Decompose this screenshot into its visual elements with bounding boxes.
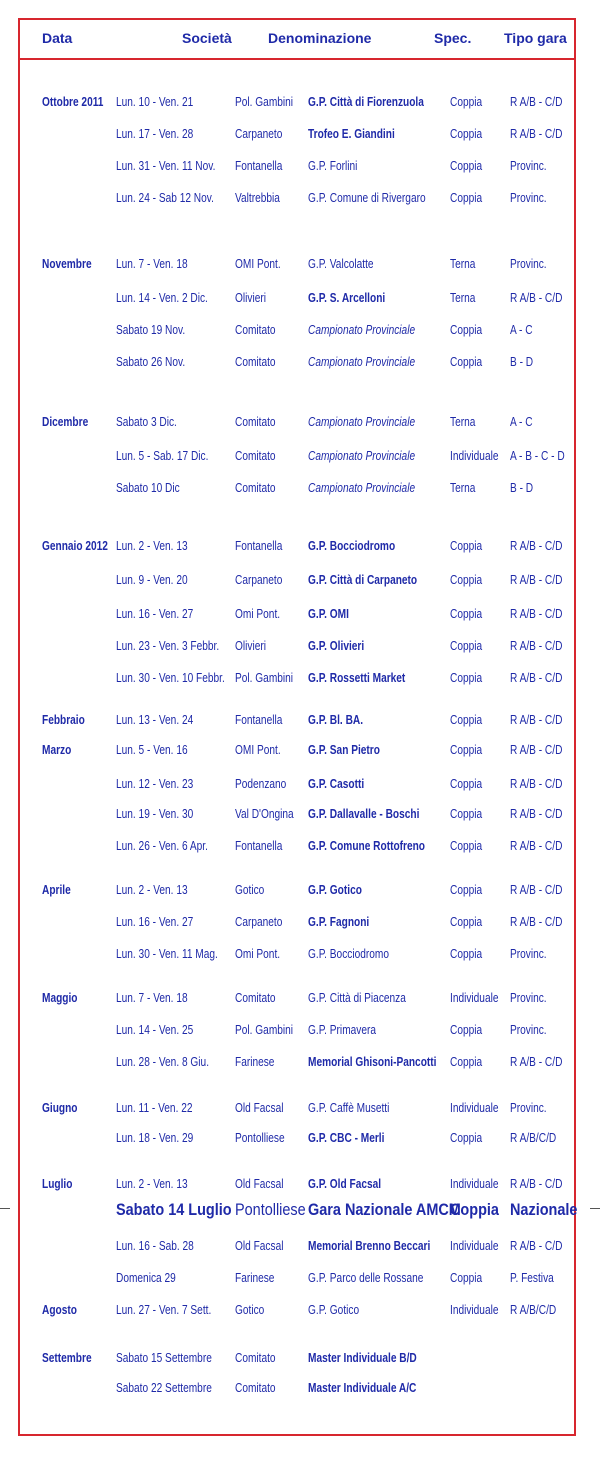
date-cell: Sabato 3 Dic. [116, 414, 177, 429]
societa-cell: Farinese [235, 1270, 275, 1285]
spec-cell: Coppia [450, 638, 483, 653]
denominazione-cell: G.P. San Pietro [308, 742, 380, 757]
table-row [20, 318, 574, 342]
month-cell: Aprile [42, 882, 71, 897]
tipo-gara-cell: Provinc. [510, 1100, 547, 1115]
table-row [20, 738, 574, 762]
denominazione-cell: Memorial Brenno Beccari [308, 1238, 431, 1253]
spec-cell: Coppia [450, 776, 483, 791]
spec-cell: Coppia [450, 670, 483, 685]
societa-cell: Comitato [235, 322, 276, 337]
denominazione-cell: Campionato Provinciale [308, 448, 416, 463]
month-cell: Febbraio [42, 712, 85, 727]
date-cell: Sabato 22 Settembre [116, 1380, 212, 1395]
tipo-gara-cell: Provinc. [510, 256, 547, 271]
table-row [20, 252, 574, 276]
table-row [20, 286, 574, 310]
table-row [20, 90, 574, 114]
spec-cell: Terna [450, 290, 476, 305]
month-cell: Novembre [42, 256, 92, 271]
tipo-gara-cell: R A/B - C/D [510, 712, 563, 727]
denominazione-cell: Trofeo E. Giandini [308, 126, 395, 141]
date-cell: Lun. 12 - Ven. 23 [116, 776, 194, 791]
denominazione-cell: Campionato Provinciale [308, 354, 416, 369]
societa-cell: Carpaneto [235, 126, 283, 141]
spec-cell: Coppia [450, 712, 483, 727]
fold-mark [590, 1208, 600, 1209]
denominazione-cell: Campionato Provinciale [308, 322, 416, 337]
table-row [20, 942, 574, 966]
tipo-gara-cell: R A/B - C/D [510, 538, 563, 553]
spec-cell: Individuale [450, 1238, 499, 1253]
calendar-sheet [18, 18, 576, 1436]
tipo-gara-cell: R A/B - C/D [510, 914, 563, 929]
denominazione-cell: Campionato Provinciale [308, 480, 416, 495]
spec-cell: Coppia [450, 158, 483, 173]
table-row [20, 154, 574, 178]
denominazione-cell: G.P. Gotico [308, 1302, 360, 1317]
date-cell: Lun. 2 - Ven. 13 [116, 538, 188, 553]
table-row [20, 802, 574, 826]
month-cell: Luglio [42, 1176, 73, 1191]
table-row [20, 444, 574, 468]
denominazione-cell: G.P. Forlini [308, 158, 358, 173]
tipo-gara-cell: R A/B - C/D [510, 882, 563, 897]
table-row [20, 986, 574, 1010]
denominazione-cell: G.P. Gotico [308, 882, 362, 897]
tipo-gara-cell: R A/B - C/D [510, 742, 563, 757]
schedule-table [20, 20, 578, 1434]
spec-cell: Coppia [450, 946, 483, 961]
tipo-gara-cell: Provinc. [510, 1022, 547, 1037]
societa-cell: Comitato [235, 1380, 276, 1395]
denominazione-cell: G.P. Parco delle Rossane [308, 1270, 424, 1285]
date-cell: Lun. 27 - Ven. 7 Sett. [116, 1302, 212, 1317]
denominazione-cell: G.P. Bl. BA. [308, 712, 364, 727]
header-tipo-gara: Tipo gara [504, 30, 567, 46]
societa-cell: Gotico [235, 882, 265, 897]
tipo-gara-cell: R A/B - C/D [510, 572, 563, 587]
table-row [20, 910, 574, 934]
header-societa: Società [182, 30, 232, 46]
date-cell: Lun. 17 - Ven. 28 [116, 126, 194, 141]
denominazione-cell: G.P. Dallavalle - Boschi [308, 806, 420, 821]
spec-cell: Coppia [450, 94, 483, 109]
spec-cell: Coppia [450, 354, 483, 369]
societa-cell: Old Facsal [235, 1176, 284, 1191]
table-row [20, 1050, 574, 1074]
tipo-gara-cell: Provinc. [510, 946, 547, 961]
date-cell: Lun. 16 - Ven. 27 [116, 914, 194, 929]
societa-cell: Carpaneto [235, 572, 283, 587]
date-cell: Lun. 30 - Ven. 11 Mag. [116, 946, 218, 961]
societa-cell: Comitato [235, 1350, 276, 1365]
spec-cell: Terna [450, 480, 476, 495]
table-row [20, 1376, 574, 1400]
tipo-gara-cell: R A/B - C/D [510, 638, 563, 653]
table-row [20, 1298, 574, 1322]
table-row [20, 878, 574, 902]
date-cell: Lun. 16 - Sab. 28 [116, 1238, 194, 1253]
denominazione-cell: Gara Nazionale AMCM [308, 1200, 461, 1219]
spec-cell: Coppia [450, 914, 483, 929]
date-cell: Lun. 7 - Ven. 18 [116, 990, 188, 1005]
denominazione-cell: G.P. Città di Piacenza [308, 990, 406, 1005]
societa-cell: Comitato [235, 990, 276, 1005]
spec-cell: Coppia [450, 1054, 483, 1069]
date-cell: Lun. 10 - Ven. 21 [116, 94, 194, 109]
date-cell: Lun. 24 - Sab 12 Nov. [116, 190, 214, 205]
societa-cell: Val D'Ongina [235, 806, 294, 821]
tipo-gara-cell: R A/B - C/D [510, 94, 563, 109]
spec-cell: Coppia [450, 322, 483, 337]
date-cell: Domenica 29 [116, 1270, 176, 1285]
date-cell: Lun. 11 - Ven. 22 [116, 1100, 193, 1115]
denominazione-cell: G.P. Bocciodromo [308, 538, 396, 553]
denominazione-cell: G.P. Primavera [308, 1022, 377, 1037]
date-cell: Lun. 18 - Ven. 29 [116, 1130, 194, 1145]
table-row [20, 602, 574, 626]
date-cell: Sabato 14 Luglio [116, 1200, 232, 1219]
month-cell: Dicembre [42, 414, 89, 429]
table-row [20, 534, 574, 558]
denominazione-cell: G.P. Comune di Rivergaro [308, 190, 426, 205]
societa-cell: Old Facsal [235, 1238, 284, 1253]
denominazione-cell: G.P. CBC - Merli [308, 1130, 385, 1145]
denominazione-cell: Master Individuale A/C [308, 1380, 417, 1395]
tipo-gara-cell: R A/B - C/D [510, 776, 563, 791]
month-cell: Ottobre 2011 [42, 94, 104, 109]
tipo-gara-cell: R A/B - C/D [510, 1238, 563, 1253]
table-row [20, 708, 574, 732]
denominazione-cell: Campionato Provinciale [308, 414, 416, 429]
societa-cell: Pol. Gambini [235, 94, 294, 109]
tipo-gara-cell: A - B - C - D [510, 448, 565, 463]
date-cell: Lun. 14 - Ven. 25 [116, 1022, 194, 1037]
societa-cell: Fontanella [235, 712, 283, 727]
month-cell: Marzo [42, 742, 72, 757]
table-row [20, 350, 574, 374]
societa-cell: Valtrebbia [235, 190, 280, 205]
table-row [20, 122, 574, 146]
table-row [20, 1126, 574, 1150]
date-cell: Lun. 23 - Ven. 3 Febbr. [116, 638, 220, 653]
societa-cell: Omi Pont. [235, 606, 281, 621]
societa-cell: Olivieri [235, 290, 266, 305]
table-row [20, 410, 574, 434]
date-cell: Lun. 5 - Sab. 17 Dic. [116, 448, 209, 463]
tipo-gara-cell: Nazionale [510, 1200, 578, 1219]
spec-cell: Individuale [450, 1302, 499, 1317]
date-cell: Lun. 13 - Ven. 24 [116, 712, 194, 727]
societa-cell: Gotico [235, 1302, 265, 1317]
date-cell: Sabato 26 Nov. [116, 354, 186, 369]
date-cell: Lun. 30 - Ven. 10 Febbr. [116, 670, 225, 685]
tipo-gara-cell: A - C [510, 414, 533, 429]
tipo-gara-cell: R A/B - C/D [510, 126, 563, 141]
societa-cell: Comitato [235, 448, 276, 463]
societa-cell: Comitato [235, 414, 276, 429]
date-cell: Sabato 10 Dic [116, 480, 180, 495]
header-denominazione: Denominazione [268, 30, 372, 46]
table-row [20, 1200, 578, 1224]
societa-cell: Comitato [235, 480, 276, 495]
table-row [20, 772, 574, 796]
month-cell: Maggio [42, 990, 78, 1005]
table-row [20, 1018, 574, 1042]
spec-cell: Coppia [450, 742, 483, 757]
tipo-gara-cell: R A/B/C/D [510, 1130, 557, 1145]
tipo-gara-cell: Provinc. [510, 158, 547, 173]
spec-cell: Coppia [450, 1200, 499, 1219]
date-cell: Lun. 19 - Ven. 30 [116, 806, 194, 821]
societa-cell: Pol. Gambini [235, 1022, 294, 1037]
date-cell: Lun. 5 - Ven. 16 [116, 742, 188, 757]
spec-cell: Terna [450, 256, 476, 271]
date-cell: Lun. 28 - Ven. 8 Giu. [116, 1054, 210, 1069]
spec-cell: Coppia [450, 190, 483, 205]
spec-cell: Coppia [450, 1270, 483, 1285]
societa-cell: Pontolliese [235, 1200, 306, 1219]
spec-cell: Coppia [450, 126, 483, 141]
tipo-gara-cell: A - C [510, 322, 533, 337]
date-cell: Lun. 16 - Ven. 27 [116, 606, 194, 621]
denominazione-cell: G.P. Città di Carpaneto [308, 572, 418, 587]
spec-cell: Coppia [450, 1130, 483, 1145]
societa-cell: Pol. Gambini [235, 670, 294, 685]
denominazione-cell: G.P. Valcolatte [308, 256, 374, 271]
denominazione-cell: G.P. Caffè Musetti [308, 1100, 390, 1115]
header-data: Data [42, 30, 73, 46]
denominazione-cell: G.P. Casotti [308, 776, 365, 791]
table-row [20, 1346, 574, 1370]
tipo-gara-cell: R A/B - C/D [510, 670, 563, 685]
spec-cell: Coppia [450, 572, 483, 587]
spec-cell: Coppia [450, 882, 483, 897]
societa-cell: Old Facsal [235, 1100, 284, 1115]
date-cell: Lun. 2 - Ven. 13 [116, 1176, 188, 1191]
table-row [20, 1172, 574, 1196]
table-row [20, 634, 574, 658]
denominazione-cell: G.P. Comune Rottofreno [308, 838, 425, 853]
spec-cell: Coppia [450, 538, 483, 553]
societa-cell: Podenzano [235, 776, 287, 791]
date-cell: Sabato 19 Nov. [116, 322, 186, 337]
spec-cell: Coppia [450, 806, 483, 821]
date-cell: Lun. 26 - Ven. 6 Apr. [116, 838, 208, 853]
spec-cell: Coppia [450, 838, 483, 853]
societa-cell: Fontanella [235, 158, 283, 173]
table-row [20, 1234, 574, 1258]
denominazione-cell: G.P. OMI [308, 606, 349, 621]
spec-cell: Coppia [450, 606, 483, 621]
spec-cell: Terna [450, 414, 476, 429]
societa-cell: Olivieri [235, 638, 266, 653]
tipo-gara-cell: R A/B - C/D [510, 806, 563, 821]
societa-cell: Carpaneto [235, 914, 283, 929]
date-cell: Lun. 7 - Ven. 18 [116, 256, 188, 271]
societa-cell: Omi Pont. [235, 946, 281, 961]
denominazione-cell: G.P. Old Facsal [308, 1176, 382, 1191]
tipo-gara-cell: R A/B - C/D [510, 838, 563, 853]
tipo-gara-cell: R A/B/C/D [510, 1302, 557, 1317]
table-row [20, 666, 574, 690]
denominazione-cell: G.P. Città di Fiorenzuola [308, 94, 424, 109]
tipo-gara-cell: P. Festiva [510, 1270, 554, 1285]
month-cell: Settembre [42, 1350, 92, 1365]
month-cell: Gennaio 2012 [42, 538, 108, 553]
date-cell: Lun. 2 - Ven. 13 [116, 882, 188, 897]
spec-cell: Individuale [450, 1176, 499, 1191]
date-cell: Sabato 15 Settembre [116, 1350, 212, 1365]
spec-cell: Individuale [450, 1100, 499, 1115]
tipo-gara-cell: R A/B - C/D [510, 1176, 563, 1191]
societa-cell: OMI Pont. [235, 742, 281, 757]
table-row [20, 476, 574, 500]
societa-cell: Fontanella [235, 538, 283, 553]
tipo-gara-cell: Provinc. [510, 190, 547, 205]
tipo-gara-cell: B - D [510, 480, 534, 495]
table-row [20, 1266, 574, 1290]
denominazione-cell: Master Individuale B/D [308, 1350, 417, 1365]
header-spec: Spec. [434, 30, 472, 46]
month-cell: Agosto [42, 1302, 77, 1317]
spec-cell: Individuale [450, 990, 499, 1005]
societa-cell: Comitato [235, 354, 276, 369]
tipo-gara-cell: R A/B - C/D [510, 290, 563, 305]
spec-cell: Individuale [450, 448, 499, 463]
societa-cell: Pontolliese [235, 1130, 285, 1145]
societa-cell: Fontanella [235, 838, 283, 853]
denominazione-cell: G.P. Bocciodromo [308, 946, 389, 961]
table-row [20, 186, 574, 210]
denominazione-cell: Memorial Ghisoni-Pancotti [308, 1054, 437, 1069]
tipo-gara-cell: Provinc. [510, 990, 547, 1005]
tipo-gara-cell: R A/B - C/D [510, 606, 563, 621]
denominazione-cell: G.P. Fagnoni [308, 914, 370, 929]
date-cell: Lun. 31 - Ven. 11 Nov. [116, 158, 216, 173]
societa-cell: Farinese [235, 1054, 275, 1069]
date-cell: Lun. 14 - Ven. 2 Dic. [116, 290, 208, 305]
fold-mark [0, 1208, 10, 1209]
month-cell: Giugno [42, 1100, 78, 1115]
spec-cell: Coppia [450, 1022, 483, 1037]
denominazione-cell: G.P. Rossetti Market [308, 670, 406, 685]
tipo-gara-cell: R A/B - C/D [510, 1054, 563, 1069]
table-row [20, 568, 574, 592]
denominazione-cell: G.P. Olivieri [308, 638, 365, 653]
societa-cell: OMI Pont. [235, 256, 281, 271]
table-row [20, 1096, 574, 1120]
date-cell: Lun. 9 - Ven. 20 [116, 572, 188, 587]
table-row [20, 834, 574, 858]
tipo-gara-cell: B - D [510, 354, 534, 369]
denominazione-cell: G.P. S. Arcelloni [308, 290, 386, 305]
